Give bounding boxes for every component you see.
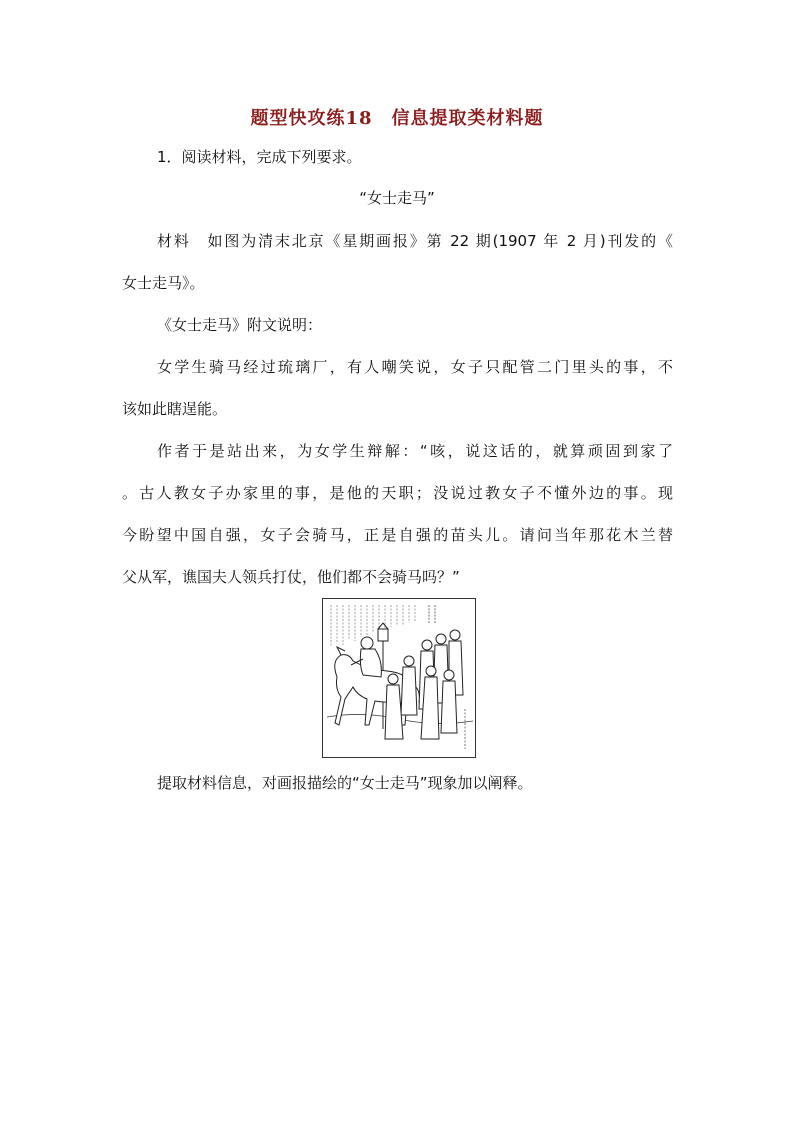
paragraph-2-line-3: 今盼望中国自强，女子会骑马，正是自强的苗头儿。请问当年那花木兰替 — [122, 526, 673, 544]
page-title: 题型快攻练18 信息提取类材料题 — [250, 108, 544, 129]
caption-intro: 《女士走马》附文说明： — [157, 316, 323, 334]
paragraph-1-line-1: 女学生骑马经过琉璃厂，有人嘲笑说，女子只配管二门里头的事，不 — [157, 358, 673, 376]
paragraph-2-line-2: 。古人教女子办家里的事，是他的天职；没说过教女子不懂外边的事。现 — [122, 484, 673, 502]
woman-riding-horse-illustration — [323, 599, 475, 757]
onlookers — [385, 630, 463, 739]
material-heading: “女士走马” — [359, 189, 435, 207]
material-line-1: 材料 如图为清末北京《星期画报》第 22 期(1907 年 2 月)刊发的《 — [157, 232, 673, 250]
question-intro: 1．阅读材料，完成下列要求。 — [157, 148, 362, 166]
paragraph-2-line-4: 父从军，谯国夫人领兵打仗，他们都不会骑马吗？” — [122, 568, 460, 586]
illustration-image — [322, 598, 476, 758]
material-line-2: 女士走马》。 — [122, 274, 205, 292]
paragraph-1-line-2: 该如此瞎逞能。 — [122, 400, 228, 418]
paragraph-2-line-1: 作者于是站出来，为女学生辩解：“咳，说这话的，就算顽固到家了 — [157, 442, 673, 460]
title-seal-texture — [429, 605, 435, 623]
task-prompt: 提取材料信息，对画报描绘的“女士走马”现象加以阐释。 — [157, 774, 533, 792]
